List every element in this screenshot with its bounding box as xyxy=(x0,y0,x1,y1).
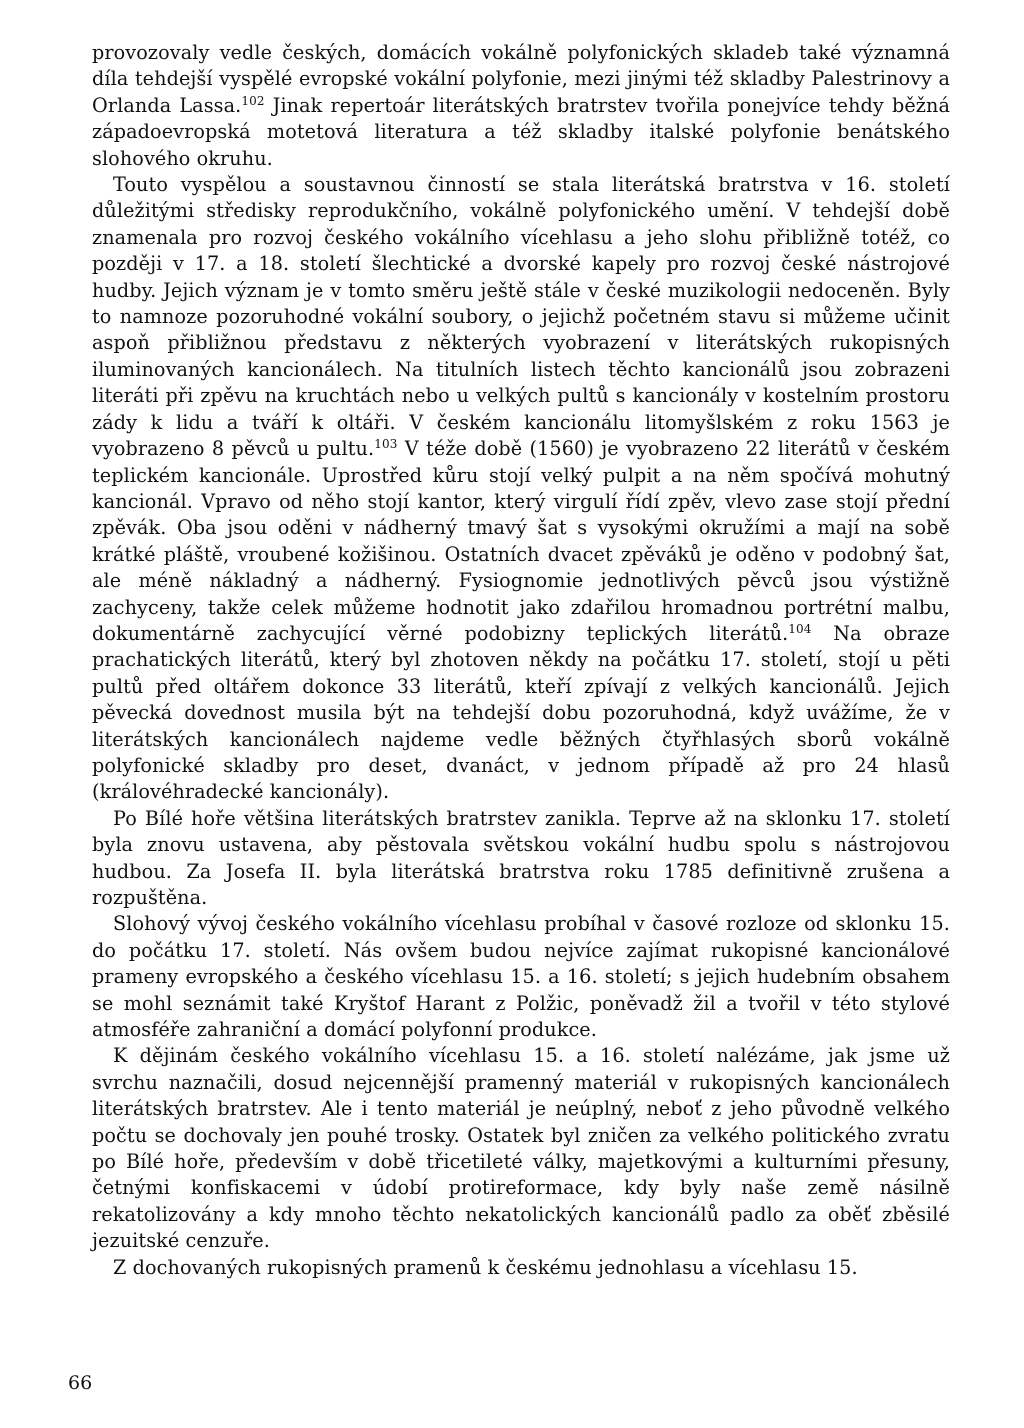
footnote-ref-103[interactable]: 103 xyxy=(374,437,398,452)
text-segment: Slohový vývoj českého vokálního vícehlasu probíhal v časové rozloze od sklonku 15. do počátku 17. století. Nás ovšem budou nejvíce zajímat rukopisné kancionálové prameny evropského a českého vícehlasu 15. a 16. století; s jejich hudebním obsahem se mohl seznámit také Kryštof Harant z Polžic, poněvadž žil a tvořil v této stylové atmosféře zahraniční a domácí polyfonní produkce. xyxy=(92,912,950,1042)
paragraph-3 xyxy=(92,806,950,912)
text-segment: V téže době (1560) je vyobrazeno 22 literátů v českém teplickém kancionále. Uprostřed kůru stojí velký pulpit a na něm spočívá mohutný kancionál. Vpravo od něho stojí kantor, který virgulí řídí zpěv, vlevo zase stojí přední zpěvák. Oba jsou oděni v nádherný tmavý šat s vysokými okružími a mají na sobě krátké pláště, vroubené kožišinou. Ostatních dvacet zpěváků je oděno v podobný šat, ale méně nákladný a nádherný. Fysiognomie jednotlivých pěvců jsou výstižně zachyceny, takže celek můžeme hodnotit jako zdařilou hromadnou portrétní malbu, dokumentárně zachycující věrné podobizny teplických literátů. xyxy=(92,437,950,645)
page-number: 66 xyxy=(68,1372,93,1394)
paragraph-1 xyxy=(92,40,950,172)
text-segment: Jinak repertoár literátských bratrstev tvořila ponejvíce tehdy běžná západoevropská motetová literatura a též skladby italské polyfonie benátského slohového okruhu. xyxy=(92,93,950,170)
paragraph-5 xyxy=(92,1043,950,1254)
footnote-ref-102[interactable]: 102 xyxy=(241,93,265,108)
text-segment: Po Bílé hoře většina literátských bratrstev zanikla. Teprve až na sklonku 17. století byla znovu ustavena, aby pěstovala světskou vokální hudbu spolu s nástrojovou hudbou. Za Josefa II. byla literátská bratrstva roku 1785 definitivně zrušena a rozpuštěna. xyxy=(92,806,950,909)
footnote-ref-104[interactable]: 104 xyxy=(788,621,812,636)
text-segment: Z dochovaných rukopisných pramenů k českému jednohlasu a vícehlasu 15. xyxy=(113,1255,858,1279)
text-segment: provozovaly vedle českých, domácích vokálně polyfonických skladeb také významná díla tehdejší vyspělé evropské vokální polyfonie, mezi jinými též skladby Palestrinovy a Orlanda Lassa. xyxy=(92,41,950,117)
paragraph-2 xyxy=(92,172,950,806)
text-segment: K dějinám českého vokálního vícehlasu 15. a 16. století nalézáme, jak jsme už svrchu naznačili, dosud nejcennější pramenný materiál v rukopisných kancionálech literátských bratrstev. Ale i tento materiál je neúplný, neboť z jeho původně velkého počtu se dochovaly jen pouhé trosky. Ostatek byl zničen za velkého politického zvratu po Bílé hoře, především v době třicetileté války, majetkovými a kulturními přesuny, četnými konfiskacemi v údobí protireformace, kdy byly naše země násilně rekatolizovány a kdy mnoho těchto nekatolických kancionálů padlo za oběť zběsilé jezuitské cenzuře. xyxy=(92,1044,950,1253)
paragraph-4 xyxy=(92,911,950,1043)
body-text xyxy=(92,40,950,1281)
text-segment: Touto vyspělou a soustavnou činností se stala literátská bratrstva v 16. století důležitými středisky reprodukčního, vokálně polyfonického umění. V tehdejší době znamenala pro rozvoj českého vokálního vícehlasu a jeho slohu přibližně totéž, co později v 17. a 18. století šlechtické a dvorské kapely pro rozvoj české nástrojové hudby. Jejich význam je v tomto směru ještě stále v české muzikologii nedoceněn. Byly to namnoze pozoruhodné vokální soubory, o jejichž početném stavu si můžeme učinit aspoň přibližnou představu z některých vyobrazení v literátských rukopisných iluminovaných kancionálech. Na titulních listech těchto kancionálů jsou zobrazeni literáti při zpěvu na kruchtách nebo u velkých pultů s kancionály v kostelním prostoru zády k lidu a tváří k oltáři. V českém kancionálu litomyšlském z roku 1563 je vyobrazeno 8 pěvců u pultu. xyxy=(92,173,950,461)
paragraph-6 xyxy=(92,1255,950,1281)
text-segment: Na obraze prachatických literátů, který byl zhotoven někdy na počátku 17. století, stojí u pěti pultů před oltářem dokonce 33 literátů, kteří zpívají z velkých kancionálů. Jejich pěvecká dovednost musila být na tehdejší dobu pozoruhodná, když uvážíme, že v literátských kancionálech najdeme vedle běžných čtyřhlasých sborů vokálně polyfonické skladby pro deset, dvanáct, v jednom případě až pro 24 hlasů (královéhradecké kancionály). xyxy=(92,621,950,804)
page-body xyxy=(92,40,950,1281)
